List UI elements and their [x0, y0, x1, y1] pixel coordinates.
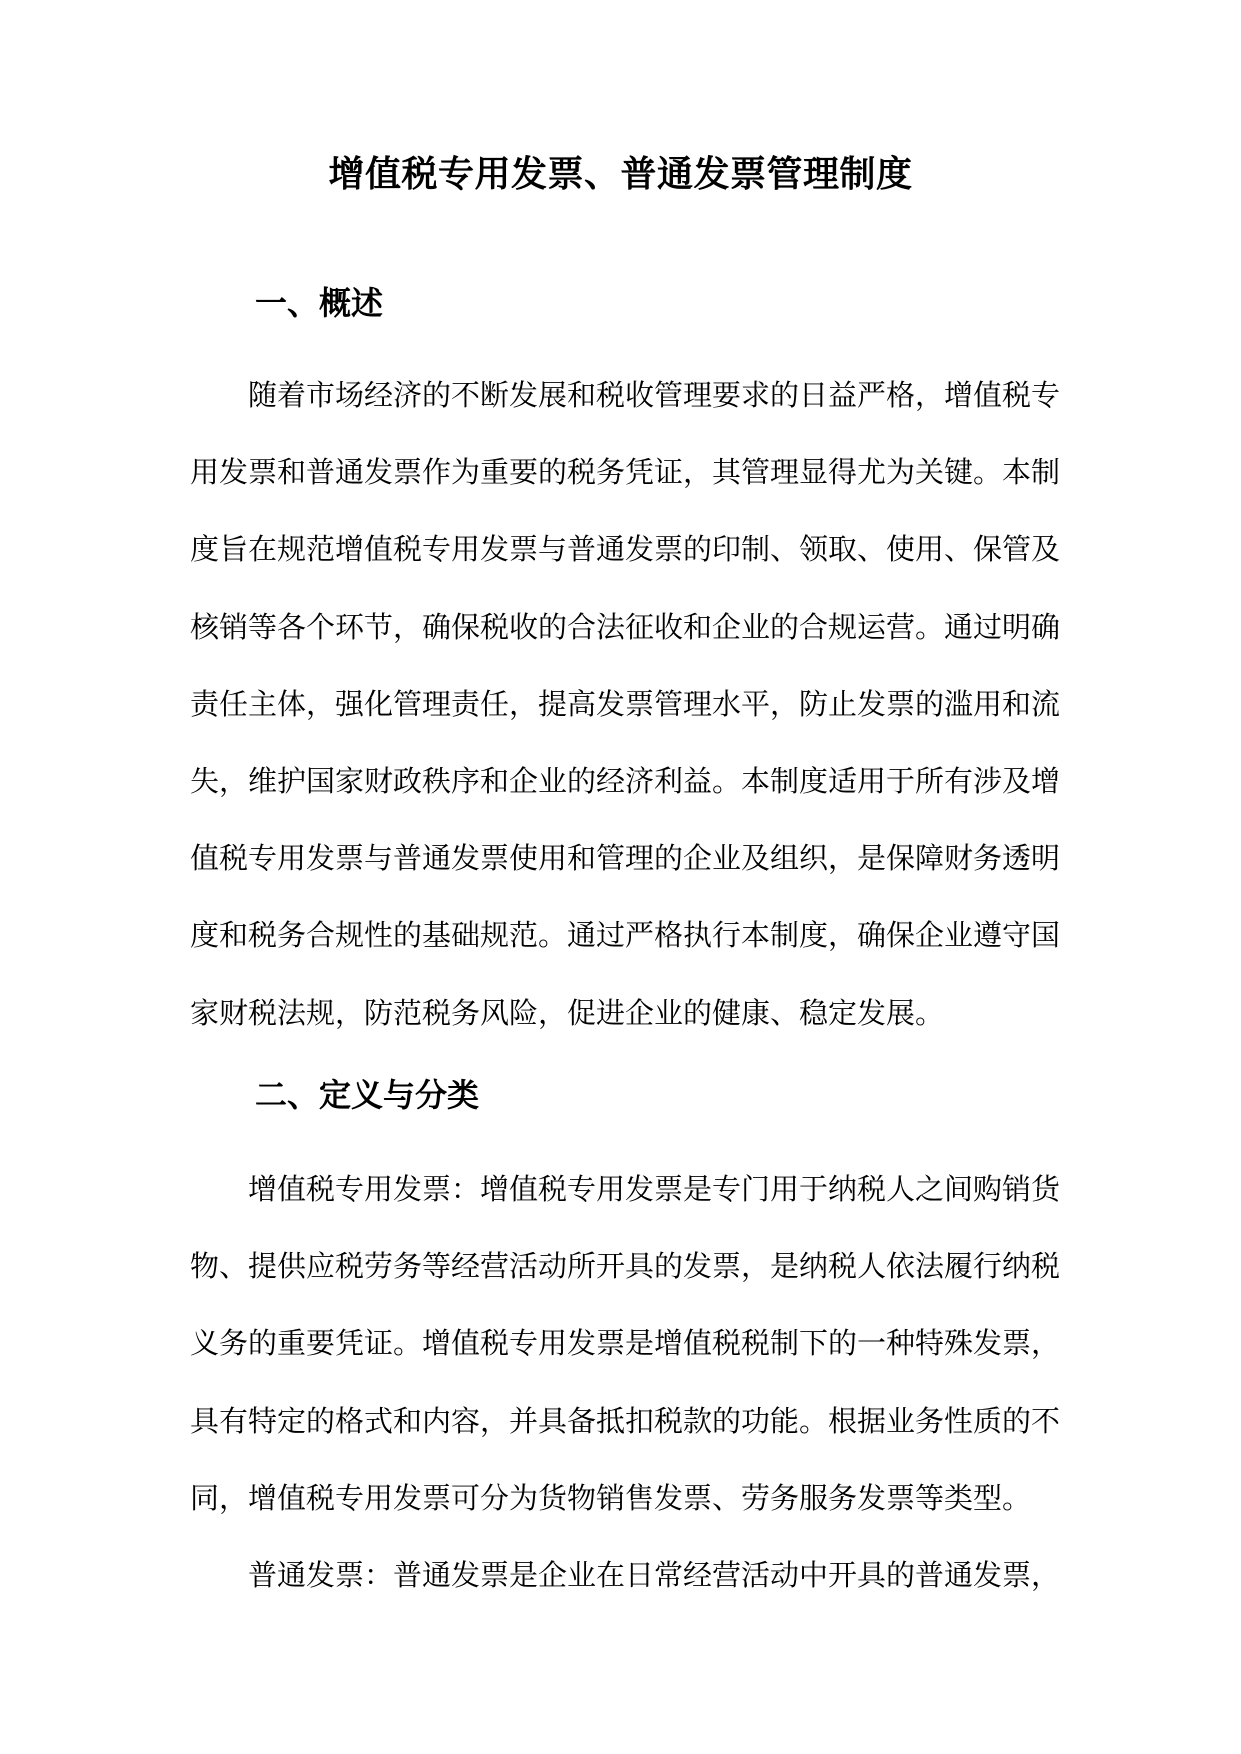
definition-vat-special-invoice: 增值税专用发票：增值税专用发票是专门用于纳税人之间购销货物、提供应税劳务等经营活动所开具的发票，是纳税人依法履行纳税义务的重要凭证。增值税专用发票是增值税税制下的一种特殊发票，具有特定的格式和内容，并具备抵扣税款的功能。根据业务性质的不同，增值税专用发票可分为货物销售发票、劳务服务发票等类型。 — [190, 1172, 1061, 1515]
section-heading-overview: 一、概述 — [255, 284, 384, 322]
overview-paragraph: 随着市场经济的不断发展和税收管理要求的日益严格，增值税专用发票和普通发票作为重要的税务凭证，其管理显得尤为关键。本制度旨在规范增值税专用发票与普通发票的印制、领取、使用、保管及核销等各个环节，确保税收的合法征收和企业的合规运营。通过明确责任主体，强化管理责任，提高发票管理水平，防止发票的滥用和流失，维护国家财政秩序和企业的经济利益。本制度适用于所有涉及增值税专用发票与普通发票使用和管理的企业及组织，是保障财务透明度和税务合规性的基础规范。通过严格执行本制度，确保企业遵守国家财税法规，防范税务风险，促进企业的健康、稳定发展。 — [190, 378, 1061, 1030]
document-title: 增值税专用发票、普通发票管理制度 — [328, 154, 913, 195]
definition-ordinary-invoice: 普通发票：普通发票是企业在日常经营活动中开具的普通发票， — [248, 1558, 1061, 1592]
section-heading-definitions: 二、定义与分类 — [255, 1076, 480, 1114]
